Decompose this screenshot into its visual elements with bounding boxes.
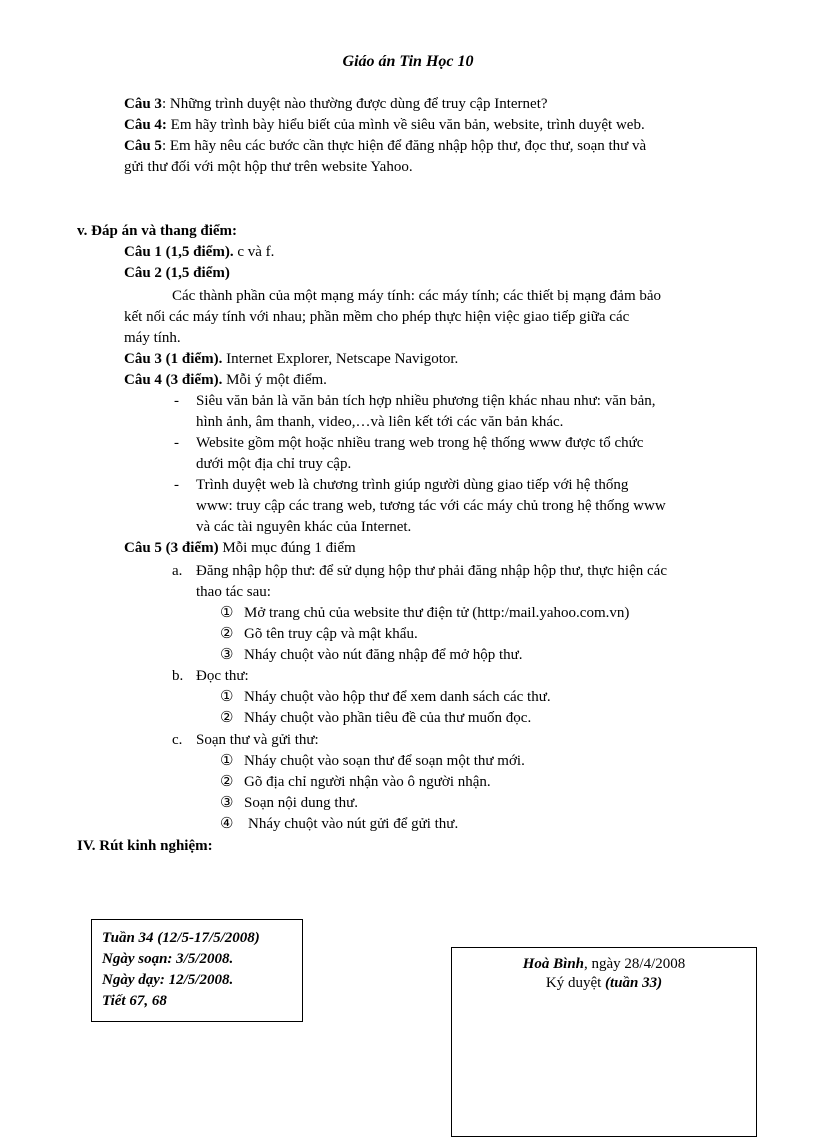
answer-5-c-step-3: Soạn nội dung thư. bbox=[244, 795, 358, 811]
section-iv-heading: IV. Rút kinh nghiệm: bbox=[77, 838, 213, 854]
question-4 bbox=[124, 115, 645, 136]
question-5-label: Câu 5 bbox=[124, 138, 162, 154]
answer-3-label: Câu 3 (1 điểm). bbox=[124, 351, 223, 367]
lesson-week: Tuần 34 (12/5-17/5/2008) bbox=[102, 930, 260, 946]
answer-2-line-1: Các thành phần của một mạng máy tính: các máy tính; các thiết bị mạng đảm bảo bbox=[172, 288, 662, 304]
answer-4-bullet-1-line-2: hình ảnh, âm thanh, video,…và liên kết tới các văn bản khác. bbox=[196, 414, 564, 430]
lesson-periods: Tiết 67, 68 bbox=[102, 993, 167, 1009]
question-3-text: : Những trình duyệt nào thường được dùng để truy cập Internet? bbox=[161, 96, 548, 112]
answer-4-bullet-3-line-1: Trình duyệt web là chương trình giúp người dùng giao tiếp với hệ thống bbox=[196, 477, 629, 493]
answer-4-bullet-2-line-1: Website gồm một hoặc nhiều trang web trong hệ thống www được tổ chức bbox=[196, 435, 644, 451]
answer-5-b-step-2: Nháy chuột vào phần tiêu đề của thư muốn đọc. bbox=[244, 710, 532, 726]
answer-1 bbox=[124, 242, 274, 263]
question-3-label: Câu 3 bbox=[124, 96, 162, 112]
answer-5-c-step-2: Gõ địa chỉ người nhận vào ô người nhận. bbox=[244, 774, 491, 790]
circled-number: ② bbox=[220, 774, 234, 790]
bullet-dash: - bbox=[174, 477, 179, 493]
approval-date: , ngày 28/4/2008 bbox=[584, 956, 686, 972]
answer-5-text: Mỗi mục đúng 1 điểm bbox=[218, 540, 356, 556]
lesson-teaching-date: Ngày dạy: 12/5/2008. bbox=[102, 972, 234, 988]
question-5 bbox=[124, 136, 646, 157]
answer-5-a-step-3: Nháy chuột vào nút đăng nhập để mở hộp thư. bbox=[244, 647, 523, 663]
bullet-dash: - bbox=[174, 393, 179, 409]
approval-label: Ký duyệt bbox=[545, 975, 606, 991]
answer-5-c-step-1: Nháy chuột vào soạn thư để soạn một thư mới. bbox=[244, 753, 525, 769]
question-3 bbox=[124, 94, 548, 115]
question-4-label: Câu 4: bbox=[124, 117, 167, 133]
bullet-dash: - bbox=[174, 435, 179, 451]
answer-5-a-line-2: thao tác sau: bbox=[196, 584, 271, 600]
answer-5-a-marker: a. bbox=[172, 563, 183, 579]
answer-4-label: Câu 4 (3 điểm). bbox=[124, 372, 223, 388]
page-title: Giáo án Tin Học 10 bbox=[342, 53, 474, 70]
answer-5-label: Câu 5 (3 điểm) bbox=[124, 540, 219, 556]
answers-heading: v. Đáp án và thang điểm: bbox=[77, 223, 238, 239]
circled-number: ③ bbox=[220, 647, 234, 663]
question-4-text: Em hãy trình bày hiểu biết của mình về siêu văn bản, website, trình duyệt web. bbox=[166, 117, 645, 133]
approval-place: Hoà Bình bbox=[522, 956, 585, 972]
answer-5-a-line-1: Đăng nhập hộp thư: để sử dụng hộp thư phải đăng nhập hộp thư, thực hiện các bbox=[196, 563, 667, 579]
answer-5-b-title: Đọc thư: bbox=[196, 668, 249, 684]
answer-4-bullet-2-line-2: dưới một địa chỉ truy cập. bbox=[196, 456, 352, 472]
answer-1-label: Câu 1 (1,5 điểm). bbox=[124, 244, 234, 260]
answer-2-label: Câu 2 (1,5 điểm) bbox=[124, 265, 230, 281]
answer-5-a-step-1: Mở trang chủ của website thư điện tử (http:/mail.yahoo.com.vn) bbox=[244, 605, 630, 621]
question-5-text: : Em hãy nêu các bước cần thực hiện để đăng nhập hộp thư, đọc thư, soạn thư và bbox=[161, 138, 647, 154]
answer-5-a-step-2: Gõ tên truy cập và mật khẩu. bbox=[244, 626, 418, 642]
circled-number: ④ bbox=[220, 816, 234, 832]
answer-4-bullet-1-line-1: Siêu văn bản là văn bản tích hợp nhiều phương tiện khác nhau như: văn bản, bbox=[196, 393, 656, 409]
lesson-info-box bbox=[91, 919, 303, 1022]
circled-number: ② bbox=[220, 626, 234, 642]
circled-number: ② bbox=[220, 710, 234, 726]
answer-3 bbox=[124, 349, 458, 370]
circled-number: ① bbox=[220, 753, 234, 769]
answer-5-b-marker: b. bbox=[172, 668, 184, 684]
circled-number: ① bbox=[220, 689, 234, 705]
answer-4-text: Mỗi ý một điểm. bbox=[222, 372, 327, 388]
answer-3-text: Internet Explorer, Netscape Navigotor. bbox=[222, 351, 459, 367]
answer-1-text: c và f. bbox=[233, 244, 275, 260]
answer-4-bullet-3-line-2: www: truy cập các trang web, tương tác với các máy chủ trong hệ thống www bbox=[196, 498, 666, 514]
answer-5-c-title: Soạn thư và gửi thư: bbox=[196, 732, 319, 748]
answer-5-c-marker: c. bbox=[172, 732, 183, 748]
answer-2-line-2: kết nối các máy tính với nhau; phần mềm cho phép thực hiện việc giao tiếp giữa các bbox=[124, 309, 630, 325]
circled-number: ① bbox=[220, 605, 234, 621]
answer-4-bullet-3-line-3: và các tài nguyên khác của Internet. bbox=[196, 519, 412, 535]
answer-5-b-step-1: Nháy chuột vào hộp thư để xem danh sách các thư. bbox=[244, 689, 551, 705]
question-5-line-2: gửi thư đối với một hộp thư trên website Yahoo. bbox=[124, 159, 413, 175]
answer-5 bbox=[124, 538, 356, 559]
lesson-prepared-date: Ngày soạn: 3/5/2008. bbox=[102, 951, 234, 967]
approval-box bbox=[451, 947, 757, 1137]
answer-2-line-3: máy tính. bbox=[124, 330, 181, 346]
approval-week: (tuần 33) bbox=[605, 975, 663, 991]
approval-sign-line bbox=[452, 974, 756, 993]
circled-number: ③ bbox=[220, 795, 234, 811]
approval-date-line bbox=[452, 955, 756, 974]
answer-5-c-step-4: Nháy chuột vào nút gửi để gửi thư. bbox=[248, 816, 459, 832]
answer-4 bbox=[124, 370, 327, 391]
answer-2 bbox=[124, 263, 230, 284]
